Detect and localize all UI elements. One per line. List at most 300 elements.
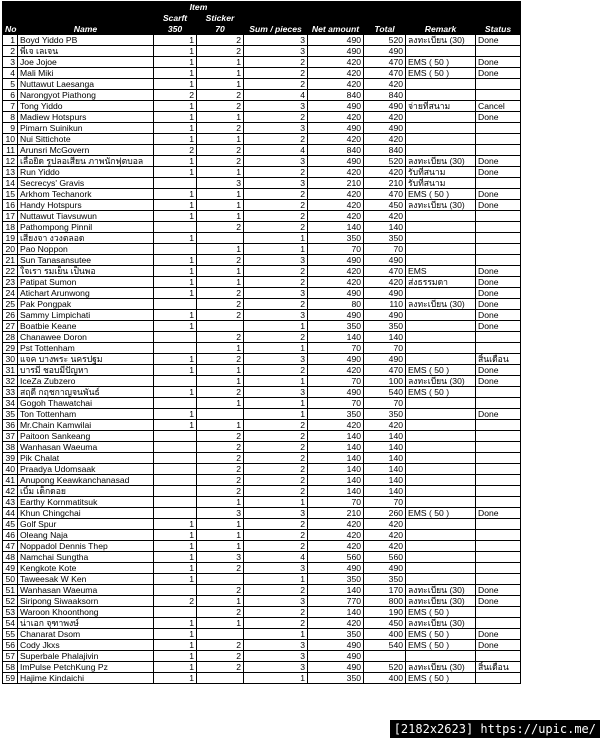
- cell-sum: 3: [244, 178, 308, 189]
- cell-sticker: 1: [197, 167, 244, 178]
- cell-name: น่าเอก จุฑาพงษ์: [18, 618, 154, 629]
- cell-status: [476, 442, 521, 453]
- cell-remark: [406, 497, 476, 508]
- cell-total: 840: [364, 145, 406, 156]
- cell-sum: 2: [244, 585, 308, 596]
- cell-net-amount: 80: [308, 299, 364, 310]
- cell-status: [476, 244, 521, 255]
- cell-scarf: 1: [154, 321, 197, 332]
- cell-name: Pimarn Suinikun: [18, 123, 154, 134]
- cell-sum: 2: [244, 365, 308, 376]
- cell-status: Done: [476, 167, 521, 178]
- cell-no: 48: [3, 552, 18, 563]
- cell-status: [476, 222, 521, 233]
- cell-scarf: 1: [154, 167, 197, 178]
- cell-remark: ลงทะเบียน (30): [406, 200, 476, 211]
- cell-remark: [406, 541, 476, 552]
- cell-total: 350: [364, 409, 406, 420]
- cell-sum: 1: [244, 629, 308, 640]
- cell-total: 420: [364, 79, 406, 90]
- cell-total: 140: [364, 475, 406, 486]
- table-row: [3, 189, 521, 200]
- cell-remark: [406, 442, 476, 453]
- cell-scarf: [154, 398, 197, 409]
- cell-sum: 2: [244, 112, 308, 123]
- cell-status: [476, 90, 521, 101]
- cell-sum: 2: [244, 519, 308, 530]
- cell-total: 420: [364, 541, 406, 552]
- cell-status: Done: [476, 376, 521, 387]
- cell-net-amount: 490: [308, 651, 364, 662]
- cell-total: 420: [364, 519, 406, 530]
- table-row: [3, 79, 521, 90]
- cell-status: สิ้นเดือน: [476, 662, 521, 673]
- table-row: [3, 530, 521, 541]
- cell-no: 39: [3, 453, 18, 464]
- cell-remark: [406, 112, 476, 123]
- cell-name: Pathompong Pinnil: [18, 222, 154, 233]
- cell-sticker: 1: [197, 244, 244, 255]
- cell-no: 31: [3, 365, 18, 376]
- cell-scarf: 1: [154, 255, 197, 266]
- cell-scarf: [154, 464, 197, 475]
- cell-sticker: 1: [197, 497, 244, 508]
- cell-total: 470: [364, 365, 406, 376]
- cell-name: Gogoh Thawatchai: [18, 398, 154, 409]
- cell-sum: 3: [244, 651, 308, 662]
- cell-status: [476, 464, 521, 475]
- cell-total: 420: [364, 420, 406, 431]
- cell-no: 59: [3, 673, 18, 684]
- cell-scarf: [154, 222, 197, 233]
- cell-scarf: [154, 508, 197, 519]
- table-row: [3, 563, 521, 574]
- cell-sum: 2: [244, 530, 308, 541]
- cell-status: [476, 563, 521, 574]
- cell-name: Wanhasan Waeuma: [18, 442, 154, 453]
- header-name: Name: [18, 2, 154, 35]
- cell-net-amount: 490: [308, 288, 364, 299]
- table-row: [3, 420, 521, 431]
- cell-status: [476, 398, 521, 409]
- cell-no: 37: [3, 431, 18, 442]
- header-item: Item: [154, 2, 244, 13]
- table-row: [3, 35, 521, 46]
- cell-remark: [406, 255, 476, 266]
- cell-net-amount: 350: [308, 321, 364, 332]
- cell-net-amount: 140: [308, 475, 364, 486]
- cell-total: 800: [364, 596, 406, 607]
- cell-net-amount: 420: [308, 365, 364, 376]
- cell-net-amount: 420: [308, 266, 364, 277]
- cell-sum: 3: [244, 35, 308, 46]
- cell-total: 540: [364, 640, 406, 651]
- cell-status: Done: [476, 277, 521, 288]
- cell-no: 45: [3, 519, 18, 530]
- cell-sum: 3: [244, 310, 308, 321]
- cell-remark: ลงทะเบียน (30): [406, 596, 476, 607]
- cell-scarf: [154, 497, 197, 508]
- cell-name: Boatbie Keane: [18, 321, 154, 332]
- cell-remark: [406, 409, 476, 420]
- table-row: [3, 255, 521, 266]
- cell-scarf: 1: [154, 618, 197, 629]
- cell-net-amount: 70: [308, 244, 364, 255]
- cell-sticker: 2: [197, 640, 244, 651]
- header-sticker-price: 70: [197, 24, 244, 35]
- table-row: [3, 409, 521, 420]
- cell-total: 400: [364, 673, 406, 684]
- cell-name: Namchai Sungtha: [18, 552, 154, 563]
- cell-scarf: [154, 299, 197, 310]
- cell-sum: 1: [244, 343, 308, 354]
- cell-scarf: 1: [154, 200, 197, 211]
- cell-name: Pst Tottenham: [18, 343, 154, 354]
- cell-status: [476, 343, 521, 354]
- cell-no: 25: [3, 299, 18, 310]
- cell-scarf: 1: [154, 530, 197, 541]
- cell-name: ImPulse PetchKung Pz: [18, 662, 154, 673]
- cell-no: 44: [3, 508, 18, 519]
- table-row: [3, 387, 521, 398]
- cell-sum: 4: [244, 145, 308, 156]
- cell-sum: 1: [244, 497, 308, 508]
- table-row: [3, 288, 521, 299]
- cell-scarf: 1: [154, 277, 197, 288]
- cell-scarf: [154, 244, 197, 255]
- cell-total: 350: [364, 233, 406, 244]
- cell-sum: 3: [244, 156, 308, 167]
- cell-status: Done: [476, 200, 521, 211]
- cell-no: 57: [3, 651, 18, 662]
- cell-status: Done: [476, 508, 521, 519]
- cell-total: 420: [364, 277, 406, 288]
- cell-net-amount: 350: [308, 409, 364, 420]
- cell-no: 8: [3, 112, 18, 123]
- cell-name: Siripong Siwaaksorn: [18, 596, 154, 607]
- table-row: [3, 68, 521, 79]
- cell-no: 30: [3, 354, 18, 365]
- table-row: [3, 167, 521, 178]
- cell-remark: [406, 420, 476, 431]
- cell-sticker: 2: [197, 475, 244, 486]
- table-row: [3, 310, 521, 321]
- cell-sticker: 3: [197, 552, 244, 563]
- cell-sticker: [197, 673, 244, 684]
- cell-total: 70: [364, 343, 406, 354]
- cell-remark: [406, 90, 476, 101]
- cell-sum: 2: [244, 332, 308, 343]
- cell-status: Cancel: [476, 101, 521, 112]
- cell-status: [476, 673, 521, 684]
- table-row: [3, 145, 521, 156]
- table-row: [3, 453, 521, 464]
- cell-net-amount: 210: [308, 178, 364, 189]
- cell-net-amount: 140: [308, 431, 364, 442]
- cell-sum: 3: [244, 563, 308, 574]
- cell-net-amount: 490: [308, 640, 364, 651]
- cell-name: Pak Pongpak: [18, 299, 154, 310]
- cell-sum: 2: [244, 453, 308, 464]
- cell-sticker: 1: [197, 541, 244, 552]
- cell-no: 49: [3, 563, 18, 574]
- cell-sum: 2: [244, 431, 308, 442]
- cell-name: เลื่อยิด รูปลอเสียน ภาพนักฟุตบอล: [18, 156, 154, 167]
- cell-sticker: 3: [197, 508, 244, 519]
- cell-no: 58: [3, 662, 18, 673]
- cell-scarf: 1: [154, 651, 197, 662]
- cell-name: Nuttawut Tiavsuwun: [18, 211, 154, 222]
- header-net-amount: Net amount: [308, 2, 364, 35]
- cell-no: 38: [3, 442, 18, 453]
- cell-name: Sun Tanasansutee: [18, 255, 154, 266]
- cell-sum: 2: [244, 68, 308, 79]
- cell-status: [476, 134, 521, 145]
- cell-remark: EMS ( 50 ): [406, 607, 476, 618]
- cell-scarf: [154, 431, 197, 442]
- cell-name: Golf Spur: [18, 519, 154, 530]
- cell-sticker: 2: [197, 101, 244, 112]
- cell-remark: [406, 321, 476, 332]
- cell-total: 450: [364, 618, 406, 629]
- table-row: [3, 156, 521, 167]
- cell-sum: 2: [244, 167, 308, 178]
- cell-name: Hajime Kindaichi: [18, 673, 154, 684]
- cell-name: สฤดี กฤชกาญจนพันธ์: [18, 387, 154, 398]
- table-row: [3, 574, 521, 585]
- cell-status: [476, 178, 521, 189]
- cell-remark: [406, 222, 476, 233]
- cell-sum: 3: [244, 640, 308, 651]
- cell-scarf: 1: [154, 68, 197, 79]
- cell-total: 350: [364, 574, 406, 585]
- cell-remark: [406, 519, 476, 530]
- cell-status: [476, 618, 521, 629]
- cell-sticker: [197, 409, 244, 420]
- cell-remark: [406, 244, 476, 255]
- cell-no: 32: [3, 376, 18, 387]
- cell-remark: [406, 453, 476, 464]
- table-row: [3, 651, 521, 662]
- cell-remark: EMS ( 50 ): [406, 629, 476, 640]
- cell-sticker: 1: [197, 112, 244, 123]
- cell-net-amount: 490: [308, 123, 364, 134]
- cell-name: Arkhom Techanork: [18, 189, 154, 200]
- cell-net-amount: 490: [308, 101, 364, 112]
- cell-name: แจค บางพระ นครปฐม: [18, 354, 154, 365]
- cell-total: 110: [364, 299, 406, 310]
- cell-sticker: 2: [197, 464, 244, 475]
- cell-total: 470: [364, 266, 406, 277]
- cell-no: 16: [3, 200, 18, 211]
- cell-sticker: 3: [197, 178, 244, 189]
- cell-sum: 2: [244, 222, 308, 233]
- cell-status: [476, 519, 521, 530]
- cell-sticker: 2: [197, 310, 244, 321]
- cell-remark: [406, 431, 476, 442]
- cell-name: Nui Sittichote: [18, 134, 154, 145]
- cell-remark: [406, 134, 476, 145]
- cell-sum: 1: [244, 376, 308, 387]
- sheet-body: [3, 35, 521, 684]
- table-row: [3, 541, 521, 552]
- cell-remark: EMS ( 50 ): [406, 365, 476, 376]
- cell-sticker: 1: [197, 134, 244, 145]
- table-row: [3, 431, 521, 442]
- cell-remark: รับที่สนาม: [406, 178, 476, 189]
- cell-sum: 2: [244, 607, 308, 618]
- cell-name: Paitoon Sankeang: [18, 431, 154, 442]
- table-row: [3, 46, 521, 57]
- cell-name: Joe Jojoe: [18, 57, 154, 68]
- cell-remark: ลงทะเบียน (30): [406, 585, 476, 596]
- cell-name: Cody Jkxs: [18, 640, 154, 651]
- cell-net-amount: 490: [308, 255, 364, 266]
- cell-status: [476, 497, 521, 508]
- cell-no: 28: [3, 332, 18, 343]
- cell-sticker: 2: [197, 123, 244, 134]
- cell-net-amount: 140: [308, 442, 364, 453]
- cell-net-amount: 350: [308, 629, 364, 640]
- cell-no: 17: [3, 211, 18, 222]
- cell-status: [476, 453, 521, 464]
- cell-status: Done: [476, 189, 521, 200]
- table-row: [3, 486, 521, 497]
- cell-name: Kengkote Kote: [18, 563, 154, 574]
- cell-name: Nuttawut Laesanga: [18, 79, 154, 90]
- cell-sum: 2: [244, 464, 308, 475]
- cell-total: 70: [364, 244, 406, 255]
- cell-scarf: [154, 607, 197, 618]
- cell-no: 12: [3, 156, 18, 167]
- cell-remark: [406, 563, 476, 574]
- cell-no: 55: [3, 629, 18, 640]
- cell-status: [476, 420, 521, 431]
- cell-sticker: 1: [197, 189, 244, 200]
- cell-net-amount: 140: [308, 607, 364, 618]
- cell-status: Done: [476, 57, 521, 68]
- cell-name: Chanawee Doron: [18, 332, 154, 343]
- table-row: [3, 464, 521, 475]
- cell-no: 15: [3, 189, 18, 200]
- cell-total: 140: [364, 332, 406, 343]
- cell-status: Done: [476, 585, 521, 596]
- cell-scarf: 1: [154, 574, 197, 585]
- cell-scarf: 2: [154, 596, 197, 607]
- cell-sticker: [197, 233, 244, 244]
- cell-scarf: [154, 343, 197, 354]
- cell-total: 490: [364, 563, 406, 574]
- cell-remark: [406, 46, 476, 57]
- table-row: [3, 244, 521, 255]
- cell-no: 50: [3, 574, 18, 585]
- cell-sum: 1: [244, 673, 308, 684]
- watermark-label: [2182x2623] https://upic.me/: [390, 720, 600, 738]
- cell-sticker: 1: [197, 519, 244, 530]
- cell-net-amount: 840: [308, 145, 364, 156]
- cell-total: 100: [364, 376, 406, 387]
- cell-name: Pao Noppon: [18, 244, 154, 255]
- cell-net-amount: 490: [308, 354, 364, 365]
- cell-no: 10: [3, 134, 18, 145]
- cell-no: 20: [3, 244, 18, 255]
- cell-sticker: 2: [197, 563, 244, 574]
- cell-name: Run Yiddo: [18, 167, 154, 178]
- cell-no: 43: [3, 497, 18, 508]
- cell-status: [476, 574, 521, 585]
- cell-no: 41: [3, 475, 18, 486]
- table-row: [3, 398, 521, 409]
- cell-scarf: 1: [154, 629, 197, 640]
- cell-name: Tong Yiddo: [18, 101, 154, 112]
- table-row: [3, 101, 521, 112]
- cell-status: Done: [476, 596, 521, 607]
- cell-status: Done: [476, 112, 521, 123]
- table-row: [3, 277, 521, 288]
- cell-scarf: 1: [154, 563, 197, 574]
- cell-status: [476, 651, 521, 662]
- cell-sticker: 2: [197, 431, 244, 442]
- cell-status: [476, 46, 521, 57]
- cell-name: Narongyot Piathong: [18, 90, 154, 101]
- cell-net-amount: 490: [308, 310, 364, 321]
- cell-scarf: 1: [154, 519, 197, 530]
- cell-sum: 3: [244, 288, 308, 299]
- header-scarf: Scarft: [154, 13, 197, 24]
- cell-net-amount: 490: [308, 35, 364, 46]
- cell-sum: 2: [244, 486, 308, 497]
- cell-status: [476, 475, 521, 486]
- cell-sum: 2: [244, 277, 308, 288]
- cell-sticker: 2: [197, 255, 244, 266]
- cell-no: 9: [3, 123, 18, 134]
- cell-net-amount: 70: [308, 398, 364, 409]
- cell-total: [364, 651, 406, 662]
- cell-net-amount: 350: [308, 673, 364, 684]
- cell-sum: 3: [244, 255, 308, 266]
- cell-net-amount: 420: [308, 134, 364, 145]
- cell-sum: 1: [244, 409, 308, 420]
- cell-net-amount: 420: [308, 541, 364, 552]
- cell-sticker: [197, 629, 244, 640]
- cell-no: 27: [3, 321, 18, 332]
- cell-total: 260: [364, 508, 406, 519]
- cell-status: [476, 332, 521, 343]
- cell-name: Oleang Naja: [18, 530, 154, 541]
- cell-status: Done: [476, 266, 521, 277]
- cell-sum: 4: [244, 552, 308, 563]
- cell-remark: EMS ( 50 ): [406, 508, 476, 519]
- cell-sticker: 2: [197, 222, 244, 233]
- cell-total: 140: [364, 442, 406, 453]
- table-row: [3, 508, 521, 519]
- cell-net-amount: 140: [308, 222, 364, 233]
- cell-remark: [406, 651, 476, 662]
- cell-net-amount: 140: [308, 585, 364, 596]
- cell-remark: [406, 123, 476, 134]
- cell-name: Atichart Arunwong: [18, 288, 154, 299]
- cell-sum: 2: [244, 79, 308, 90]
- cell-net-amount: 420: [308, 68, 364, 79]
- cell-scarf: 1: [154, 112, 197, 123]
- cell-remark: [406, 354, 476, 365]
- table-row: [3, 640, 521, 651]
- cell-status: [476, 145, 521, 156]
- cell-remark: [406, 332, 476, 343]
- cell-status: Done: [476, 68, 521, 79]
- cell-scarf: 1: [154, 57, 197, 68]
- cell-net-amount: 420: [308, 277, 364, 288]
